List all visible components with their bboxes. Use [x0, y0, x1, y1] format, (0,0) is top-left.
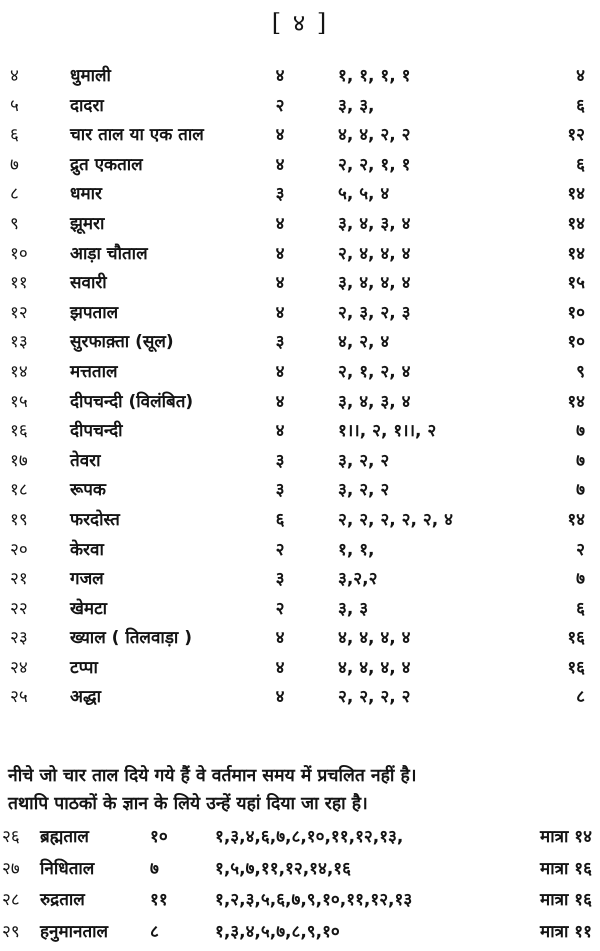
- vibhag-divisions: २, २, २, २: [338, 687, 411, 708]
- vibhag-count: ४: [275, 421, 285, 442]
- row-number: २९: [2, 921, 20, 942]
- matra-count: ४: [576, 66, 585, 86]
- row-number: २२: [10, 598, 28, 619]
- matra-count: मात्रा ११: [540, 921, 592, 942]
- row-number: २५: [10, 687, 28, 708]
- matra-count: १२: [567, 125, 585, 146]
- row-number: १९: [10, 509, 28, 530]
- row-number: ८: [10, 184, 19, 205]
- vibhag-count: १०: [150, 827, 168, 847]
- matra-count: ६: [576, 95, 585, 116]
- vibhag-divisions: ४, ४, २, २: [338, 125, 411, 146]
- taali-positions: १,३,४,५,७,८,९,१०: [215, 921, 340, 942]
- tala-name: हनुमानताल: [40, 921, 109, 942]
- matra-count: ८: [576, 687, 585, 708]
- vibhag-count: ४: [275, 361, 285, 382]
- row-number: १८: [10, 480, 28, 501]
- tala-name: निधिताल: [40, 858, 95, 879]
- vibhag-divisions: २, ३, २, ३: [338, 302, 411, 323]
- matra-count: १६: [567, 628, 585, 649]
- row-number: १०: [10, 243, 28, 264]
- tala-name: झपताल: [70, 302, 119, 323]
- vibhag-count: ३: [275, 184, 285, 205]
- vibhag-count: ४: [275, 125, 285, 146]
- vibhag-divisions: २, १, २, ४: [338, 361, 411, 382]
- vibhag-count: ४: [275, 213, 285, 234]
- row-number: १६: [10, 421, 28, 442]
- vibhag-count: ४: [275, 657, 285, 678]
- tala-name: मत्तताल: [70, 361, 118, 382]
- table-row: [0, 654, 600, 684]
- tala-name: फरदोस्त: [70, 509, 120, 530]
- page-number: [ ४ ]: [271, 9, 329, 37]
- row-number: १२: [10, 302, 28, 323]
- matra-count: १४: [567, 213, 585, 234]
- row-number: २६: [2, 827, 20, 847]
- matra-count: ६: [576, 154, 585, 175]
- vibhag-divisions: २, २, २, २, २, ४: [338, 509, 453, 530]
- vibhag-divisions: १।।, २, १।।, २: [338, 421, 437, 442]
- table-row: [0, 476, 600, 506]
- vibhag-count: ११: [150, 890, 168, 910]
- vibhag-count: ७: [150, 858, 159, 879]
- tala-name: ख्याल ( तिलवाड़ा ): [70, 628, 193, 649]
- table-row: [0, 210, 600, 240]
- table-row: [0, 299, 600, 329]
- vibhag-divisions: १, १,: [338, 539, 375, 560]
- taali-positions: १,५,७,११,१२,१४,१६: [215, 858, 351, 879]
- tala-name: धमार: [70, 184, 102, 205]
- tala-name: सवारी: [70, 273, 107, 294]
- tala-name: दादरा: [70, 95, 104, 116]
- matra-count: १४: [567, 391, 585, 412]
- vibhag-count: ४: [275, 628, 285, 649]
- table-row: [0, 624, 600, 654]
- tala-table: [0, 62, 600, 713]
- matra-count: ७: [576, 569, 585, 590]
- vibhag-count: ६: [275, 509, 285, 530]
- row-number: १५: [10, 391, 28, 412]
- row-number: २८: [2, 890, 20, 910]
- row-number: १३: [10, 332, 28, 353]
- note-line-2: तथापि पाठकों के ज्ञान के लिये उन्हें यहां दिया जा रहा है।: [8, 794, 368, 814]
- tala-name: खेमटा: [70, 598, 108, 619]
- vibhag-divisions: ३,२,२: [338, 569, 378, 590]
- table-row: [0, 92, 600, 122]
- vibhag-divisions: २, ४, ४, ४: [338, 243, 411, 264]
- vibhag-count: ८: [150, 921, 159, 942]
- tala-name: अद्धा: [70, 687, 101, 708]
- taali-positions: १,३,४,६,७,८,१०,११,१२,१३,: [215, 827, 404, 847]
- matra-count: १४: [567, 243, 585, 264]
- vibhag-count: ४: [275, 154, 285, 175]
- tala-name: टप्पा: [70, 657, 98, 678]
- vibhag-divisions: ४, ४, ४, ४: [338, 628, 411, 649]
- table-row: [0, 447, 600, 477]
- vibhag-divisions: ३, २, २: [338, 450, 390, 471]
- matra-count: मात्रा १६: [540, 858, 592, 879]
- vibhag-count: ४: [275, 273, 285, 294]
- tala-name: झूमरा: [70, 213, 105, 234]
- vibhag-divisions: ३, ४, ३, ४: [338, 213, 411, 234]
- list-item: [0, 822, 600, 854]
- row-number: १४: [10, 361, 28, 382]
- vibhag-count: २: [275, 539, 285, 560]
- obsolete-tala-list: [0, 822, 600, 948]
- matra-count: मात्रा १६: [540, 890, 592, 910]
- matra-count: ९: [576, 361, 585, 382]
- tala-name: सुरफाक़्ता (सूल): [70, 332, 174, 353]
- table-row: [0, 240, 600, 270]
- list-item: [0, 885, 600, 917]
- row-number: ५: [10, 95, 19, 116]
- table-row: [0, 506, 600, 536]
- matra-count: ६: [576, 598, 585, 619]
- vibhag-count: ३: [275, 569, 285, 590]
- vibhag-divisions: ३, ४, ४, ४: [338, 273, 411, 294]
- row-number: १७: [10, 450, 28, 471]
- vibhag-count: ४: [275, 687, 285, 708]
- list-item: [0, 917, 600, 949]
- vibhag-count: ४: [275, 391, 285, 412]
- note-paragraph: [8, 762, 598, 818]
- table-row: [0, 358, 600, 388]
- tala-name: चार ताल या एक ताल: [70, 125, 204, 146]
- taali-positions: १,२,३,५,६,७,९,१०,११,१२,१३: [215, 890, 413, 910]
- list-item: [0, 854, 600, 886]
- matra-count: १५: [567, 273, 585, 294]
- row-number: २०: [10, 539, 28, 560]
- matra-count: २: [576, 539, 585, 560]
- tala-name: ब्रह्मताल: [40, 827, 89, 847]
- row-number: ९: [10, 213, 19, 234]
- vibhag-divisions: ५, ५, ४: [338, 184, 390, 205]
- vibhag-count: २: [275, 598, 285, 619]
- vibhag-count: ४: [275, 66, 285, 86]
- table-row: [0, 121, 600, 151]
- row-number: २३: [10, 628, 28, 649]
- tala-name: रूपक: [70, 480, 106, 501]
- vibhag-divisions: ३, ३,: [338, 95, 375, 116]
- matra-count: ७: [576, 480, 585, 501]
- vibhag-divisions: ४, २, ४: [338, 332, 390, 353]
- tala-name: गजल: [70, 569, 104, 590]
- row-number: ४: [10, 66, 19, 86]
- table-row: [0, 683, 600, 713]
- row-number: २४: [10, 657, 28, 678]
- matra-count: ७: [576, 421, 585, 442]
- row-number: ६: [10, 125, 19, 146]
- vibhag-divisions: ४, ४, ४, ४: [338, 657, 411, 678]
- tala-name: केरवा: [70, 539, 104, 560]
- table-row: [0, 388, 600, 418]
- tala-name: दीपचन्दी: [70, 421, 123, 442]
- tala-name: धुमाली: [70, 66, 111, 86]
- matra-count: ७: [576, 450, 585, 471]
- matra-count: १४: [567, 509, 585, 530]
- table-row: [0, 536, 600, 566]
- matra-count: मात्रा १४: [540, 827, 592, 847]
- row-number: २७: [2, 858, 20, 879]
- table-row: [0, 151, 600, 181]
- vibhag-divisions: ३, ३: [338, 598, 369, 619]
- tala-name: आड़ा चौताल: [70, 243, 148, 264]
- row-number: ११: [10, 273, 28, 294]
- table-row: [0, 269, 600, 299]
- vibhag-count: ३: [275, 450, 285, 471]
- matra-count: १६: [567, 657, 585, 678]
- matra-count: १०: [567, 302, 585, 323]
- table-row: [0, 328, 600, 358]
- vibhag-divisions: १, १, १, १: [338, 66, 411, 86]
- table-row: [0, 417, 600, 447]
- vibhag-divisions: ३, २, २: [338, 480, 390, 501]
- vibhag-count: ३: [275, 332, 285, 353]
- matra-count: १४: [567, 184, 585, 205]
- row-number: २१: [10, 569, 28, 590]
- table-row: [0, 62, 600, 92]
- vibhag-count: ४: [275, 243, 285, 264]
- vibhag-divisions: ३, ४, ३, ४: [338, 391, 411, 412]
- table-row: [0, 180, 600, 210]
- vibhag-count: ३: [275, 480, 285, 501]
- tala-name: दीपचन्दी (विलंबित): [70, 391, 194, 412]
- vibhag-count: ४: [275, 302, 285, 323]
- note-line-1: नीचे जो चार ताल दिये गये हैं वे वर्तमान समय में प्रचलित नहीं है।: [8, 766, 417, 786]
- vibhag-divisions: २, २, १, १: [338, 154, 411, 175]
- vibhag-count: २: [275, 95, 285, 116]
- tala-name: रुद्रताल: [40, 890, 85, 910]
- tala-name: तेवरा: [70, 450, 101, 471]
- table-row: [0, 565, 600, 595]
- matra-count: १०: [567, 332, 585, 353]
- tala-name: द्रुत एकताल: [70, 154, 143, 175]
- table-row: [0, 595, 600, 625]
- row-number: ७: [10, 154, 19, 175]
